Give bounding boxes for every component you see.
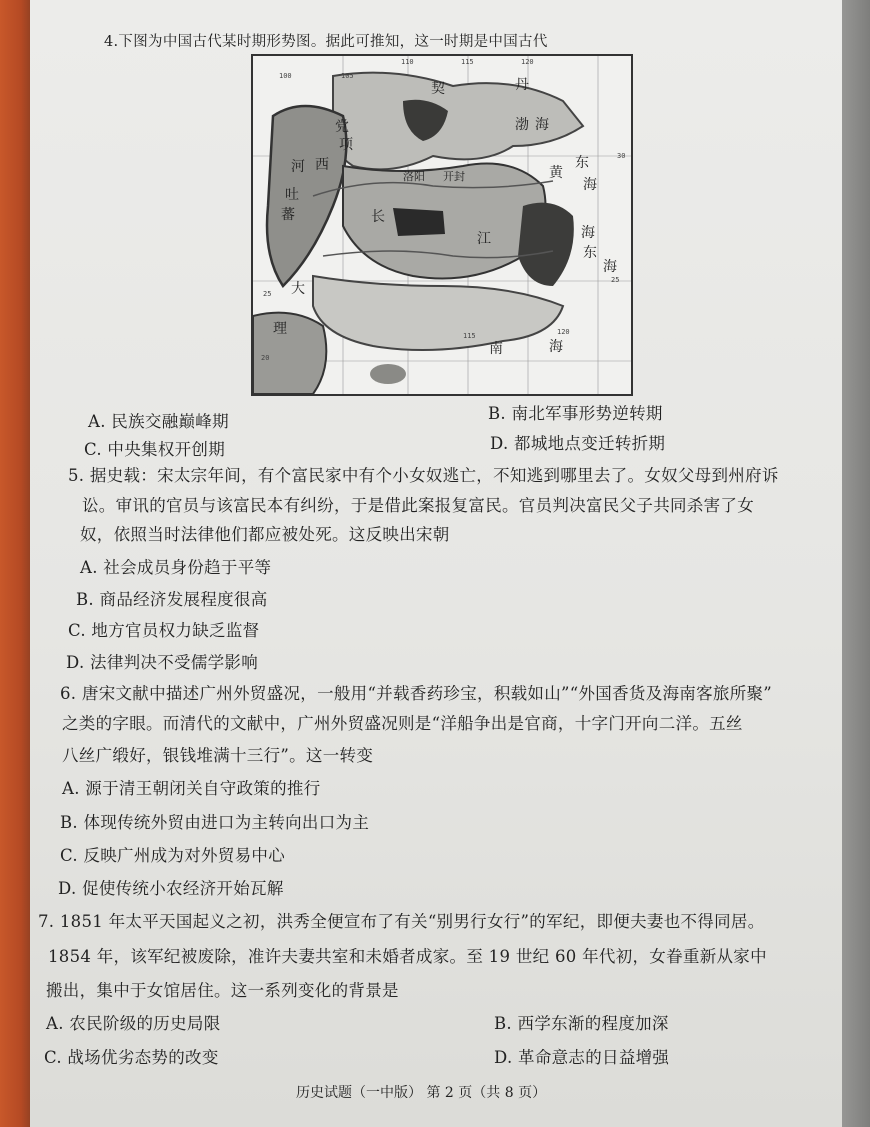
tick-lon-115-bottom: 115 bbox=[463, 332, 476, 340]
q7-option-d: D. 革命意志的日益增强 bbox=[494, 1048, 670, 1067]
map-label-kaifeng: 开封 bbox=[443, 170, 465, 183]
q6-stem-line-1: 6. 唐宋文献中描述广州外贸盛况，一般用“并载香药珍宝，积载如山”“外国香货及海南客旅所聚” bbox=[60, 684, 773, 703]
tick-lat-30: 30 bbox=[617, 152, 626, 160]
q5-stem-line-3: 奴，依照当时法律他们都应被处死。这反映出宋朝 bbox=[80, 525, 450, 544]
map-label-he: 河 bbox=[291, 159, 305, 175]
q5-stem-line-2: 讼。审讯的官员与该富民本有纠纷，于是借此案报复富民。官员判决富民父子共同杀害了女 bbox=[82, 496, 754, 515]
map-label-jiang: 江 bbox=[477, 231, 491, 247]
q4-option-b: B. 南北军事形势逆转期 bbox=[488, 404, 663, 423]
q4-option-a: A. 民族交融巅峰期 bbox=[88, 412, 229, 431]
map-label-dong-2: 东 bbox=[583, 245, 597, 261]
q5-option-d: D. 法律判决不受儒学影响 bbox=[66, 653, 259, 672]
q4-option-c: C. 中央集权开创期 bbox=[84, 440, 226, 459]
map-label-dan: 丹 bbox=[515, 77, 529, 93]
map-label-dong-1: 东 bbox=[575, 155, 589, 171]
q4-stem: 4.下图为中国古代某时期形势图。据此可推知，这一时期是中国古代 bbox=[104, 34, 548, 50]
q4-option-d: D. 都城地点变迁转折期 bbox=[490, 434, 666, 453]
map-graphic bbox=[253, 56, 631, 394]
map-label-bo-sea: 渤 bbox=[515, 117, 529, 133]
q7-option-c: C. 战场优劣态势的改变 bbox=[44, 1048, 219, 1067]
map-label-nan: 南 bbox=[489, 341, 503, 357]
map-label-hai-3: 海 bbox=[603, 259, 617, 275]
q6-stem-line-3: 八丝广缎好，银钱堆满十三行”。这一转变 bbox=[62, 746, 374, 765]
q7-stem-line-1: 7. 1851 年太平天国起义之初，洪秀全便宣布了有关“别男行女行”的军纪，即便夫妻也不得同居。 bbox=[38, 912, 765, 931]
map-label-xi: 西 bbox=[315, 157, 329, 173]
map-label-chang: 长 bbox=[371, 209, 385, 225]
tick-lon-120: 120 bbox=[521, 58, 534, 66]
tick-lon-115: 115 bbox=[461, 58, 474, 66]
tick-lat-25: 25 bbox=[263, 290, 272, 298]
map-label-dang: 党 bbox=[335, 119, 349, 135]
q5-option-b: B. 商品经济发展程度很高 bbox=[76, 590, 268, 609]
map-label-da: 大 bbox=[291, 281, 305, 297]
tick-lat-25-right: 25 bbox=[611, 276, 620, 284]
tick-lon-100: 100 bbox=[279, 72, 292, 80]
page-footer: 历史试题（一中版） 第 2 页（共 8 页） bbox=[296, 1085, 547, 1101]
map-label-xiang: 项 bbox=[339, 137, 353, 153]
q6-option-a: A. 源于清王朝闭关自守政策的推行 bbox=[62, 779, 321, 798]
q6-option-d: D. 促使传统小农经济开始瓦解 bbox=[58, 879, 284, 898]
tick-lat-20: 20 bbox=[261, 354, 270, 362]
q7-option-b: B. 西学东渐的程度加深 bbox=[494, 1014, 669, 1033]
map-label-bo: 蕃 bbox=[281, 207, 295, 223]
q7-stem-line-2: 1854 年，该军纪被废除，准许夫妻共室和未婚者成家。至 19 世纪 60 年代初，女眷重新从家中 bbox=[48, 947, 767, 966]
tick-lon-120-bottom: 120 bbox=[557, 328, 570, 336]
q6-option-c: C. 反映广州成为对外贸易中心 bbox=[60, 846, 286, 865]
q6-option-b: B. 体现传统外贸由进口为主转向出口为主 bbox=[60, 813, 370, 832]
map-label-hai-1: 海 bbox=[583, 177, 597, 193]
map-label-luoyang: 洛阳 bbox=[403, 170, 425, 183]
map-label-li: 理 bbox=[273, 321, 287, 337]
q5-option-c: C. 地方官员权力缺乏监督 bbox=[68, 621, 260, 640]
q5-option-a: A. 社会成员身份趋于平等 bbox=[80, 558, 272, 577]
map-label-tu: 吐 bbox=[285, 187, 299, 203]
map-label-hai-2: 海 bbox=[581, 225, 595, 241]
q6-stem-line-2: 之类的字眼。而清代的文献中，广州外贸盛况则是“洋船争出是官商，十字门开向二洋。五丝 bbox=[62, 714, 743, 733]
map-label-hai-bo: 海 bbox=[535, 117, 549, 133]
map-label-hai-4: 海 bbox=[549, 339, 563, 355]
map-label-qi: 契 bbox=[431, 81, 445, 97]
historical-map bbox=[251, 54, 633, 396]
tick-lon-110: 110 bbox=[401, 58, 414, 66]
q5-stem-line-1: 5. 据史载：宋太宗年间，有个富民家中有个小女奴逃亡，不知逃到哪里去了。女奴父母到州府诉 bbox=[68, 466, 779, 485]
q7-stem-line-3: 搬出，集中于女馆居住。这一系列变化的背景是 bbox=[46, 981, 399, 1000]
tick-lon-105: 105 bbox=[341, 72, 354, 80]
desk-edge-right bbox=[838, 0, 870, 1127]
q7-option-a: A. 农民阶级的历史局限 bbox=[46, 1014, 221, 1033]
map-label-huang: 黄 bbox=[549, 165, 563, 181]
